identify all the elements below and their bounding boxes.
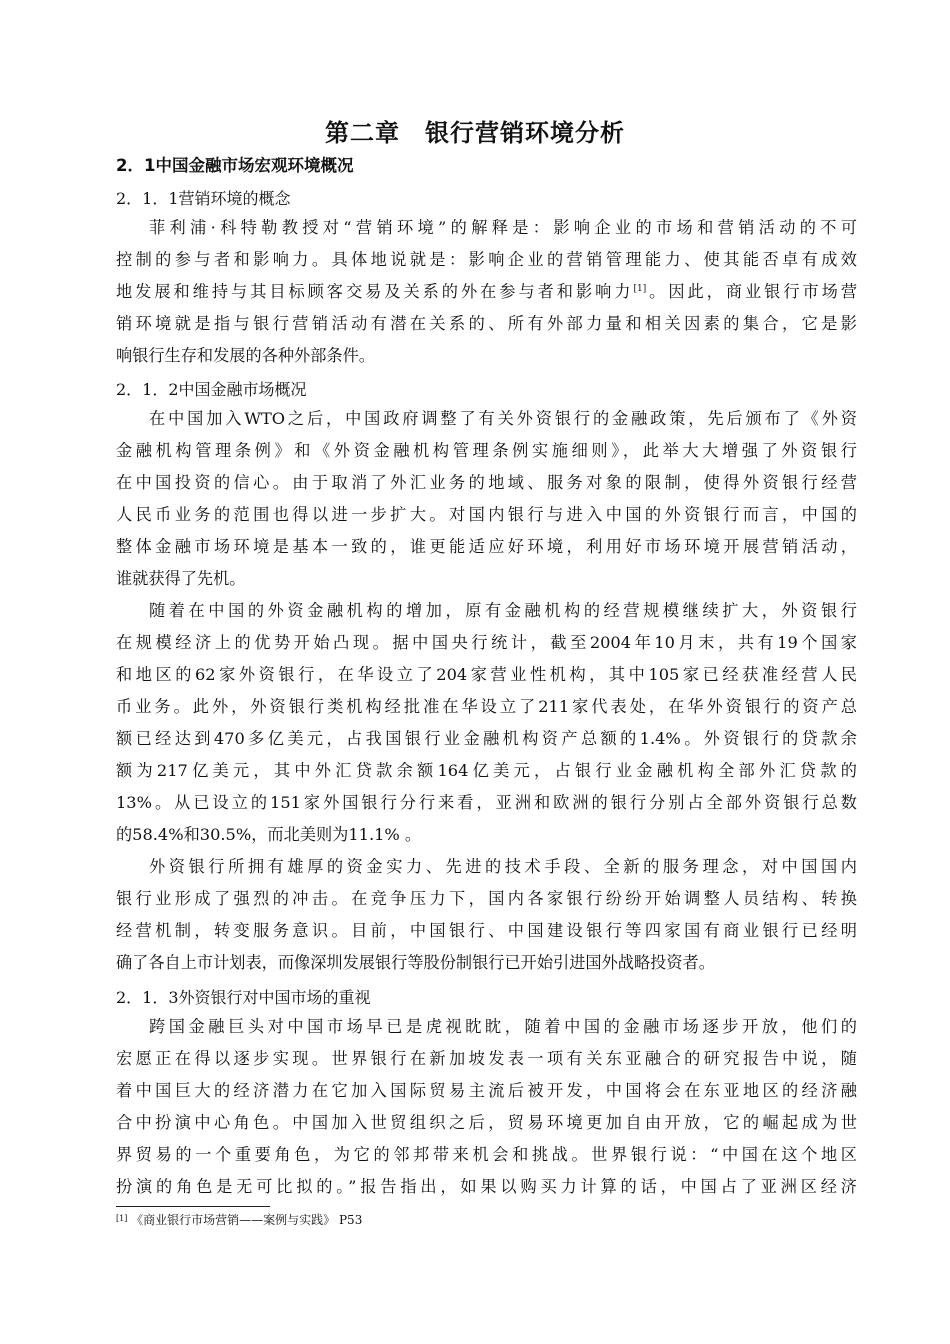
paragraph-line: 外资银行所拥有雄厚的资金实力、先进的技术手段、全新的服务理念，对中国国内 [149, 857, 857, 876]
paragraph-line: 销环境就是指与银行营销活动有潜在关系的、所有外部力量和相关因素的集合，它是影 [116, 314, 857, 333]
paragraph-line: 和地区的62家外资银行，在华设立了204家营业性机构，其中105家已经获准经营人民 [116, 665, 857, 684]
paragraph-line: 扮演的角色是无可比拟的。”报告指出，如果以购买力计算的话，中国占了亚洲区经济 [116, 1177, 857, 1196]
paragraph-line: 在中国加入WTO之后，中国政府调整了有关外资银行的金融政策，先后颁布了《外资 [149, 409, 857, 428]
paragraph-line: 在中国投资的信心。由于取消了外汇业务的地域、服务对象的限制，使得外资银行经营 [116, 473, 857, 492]
footnote-reference[interactable]: [1] [633, 284, 647, 294]
paragraph-line: 合中扮演中心角色。中国加入世贸组织之后，贸易环境更加自由开放，它的崛起成为世 [116, 1113, 857, 1132]
paragraph-line: 界贸易的一个重要角色，为它的邻邦带来机会和挑战。世界银行说：“中国在这个地区 [116, 1145, 857, 1164]
paragraph-line: 确了各自上市计划表，而像深圳发展银行等股份制银行已开始引进国外战略投资者。 [116, 953, 715, 972]
paragraph-line: 宏愿正在得以逐步实现。世界银行在新加坡发表一项有关东亚融合的研究报告中说，随 [116, 1049, 857, 1068]
paragraph-line: 的58.4%和30.5%，而北美则为11.1% 。 [116, 825, 422, 844]
footnote-text: 《商业银行市场营销——案例与实践》 P53 [131, 1213, 363, 1227]
paragraph-line: 人民币业务的范围也得以进一步扩大。对国内银行与进入中国的外资银行而言，中国的 [116, 505, 857, 524]
section-heading-2-1: 2．1中国金融市场宏观环境概况 [116, 156, 354, 175]
paragraph-line: 控制的参与者和影响力。具体地说就是：影响企业的营销管理能力、使其能否卓有成效 [116, 250, 857, 269]
paragraph-line: 谁就获得了先机。 [116, 569, 246, 588]
chapter-title: 第二章 银行营销环境分析 [325, 119, 625, 147]
paragraph-line: 13%。从已设立的151家外国银行分行来看，亚洲和欧洲的银行分别占全部外资银行总数 [116, 793, 857, 812]
paragraph-line: 整体金融市场环境是基本一致的，谁更能适应好环境，利用好市场环境开展营销活动， [116, 537, 857, 556]
paragraph-line: 跨国金融巨头对中国市场早已是虎视眈眈，随着中国的金融市场逐步开放，他们的 [149, 1017, 857, 1036]
footnote-marker: [1] [116, 1214, 128, 1223]
paragraph-line: 金融机构管理条例》和《外资金融机构管理条例实施细则》，此举大大增强了外资银行 [116, 441, 857, 460]
paragraph-line: 菲利浦·科特勒教授对“营销环境”的解释是：影响企业的市场和营销活动的不可 [149, 218, 857, 237]
paragraph-line: 币业务。此外，外资银行类机构经批准在华设立了211家代表处，在华外资银行的资产总 [116, 697, 857, 716]
subsection-heading-2-1-3: 2．1．3外资银行对中国市场的重视 [116, 988, 371, 1007]
line-text: 。因此，商业银行市场营 [646, 282, 857, 301]
subsection-heading-2-1-1: 2．1．1营销环境的概念 [116, 189, 291, 208]
paragraph-line: 额为217亿美元，其中外汇贷款余额164亿美元，占银行业金融机构全部外汇贷款的 [116, 761, 857, 780]
paragraph-line: 随着在中国的外资金融机构的增加，原有金融机构的经营规模继续扩大，外资银行 [149, 601, 857, 620]
paragraph-line: 着中国巨大的经济潜力在它加入国际贸易主流后被开发，中国将会在东亚地区的经济融 [116, 1081, 857, 1100]
paragraph-line: 经营机制，转变服务意识。目前，中国银行、中国建设银行等四家国有商业银行已经明 [116, 921, 857, 940]
subsection-heading-2-1-2: 2．1．2中国金融市场概况 [116, 380, 307, 399]
paragraph-line: 额已经达到470多亿美元，占我国银行业金融机构资产总额的1.4%。外资银行的贷款余 [116, 729, 857, 748]
paragraph-line: 在规模经济上的优势开始凸现。据中国央行统计，截至2004年10月末，共有19个国家 [116, 633, 857, 652]
footnote [116, 1211, 362, 1228]
paragraph-line: 响银行生存和发展的各种外部条件。 [116, 346, 375, 365]
line-text: 地发展和维持与其目标顾客交易及关系的外在参与者和影响力 [116, 282, 634, 301]
paragraph-line: 银行业形成了强烈的冲击。在竞争压力下，国内各家银行纷纷开始调整人员结构、转换 [116, 889, 857, 908]
footnote-divider [116, 1206, 270, 1207]
paragraph-line [116, 282, 857, 302]
